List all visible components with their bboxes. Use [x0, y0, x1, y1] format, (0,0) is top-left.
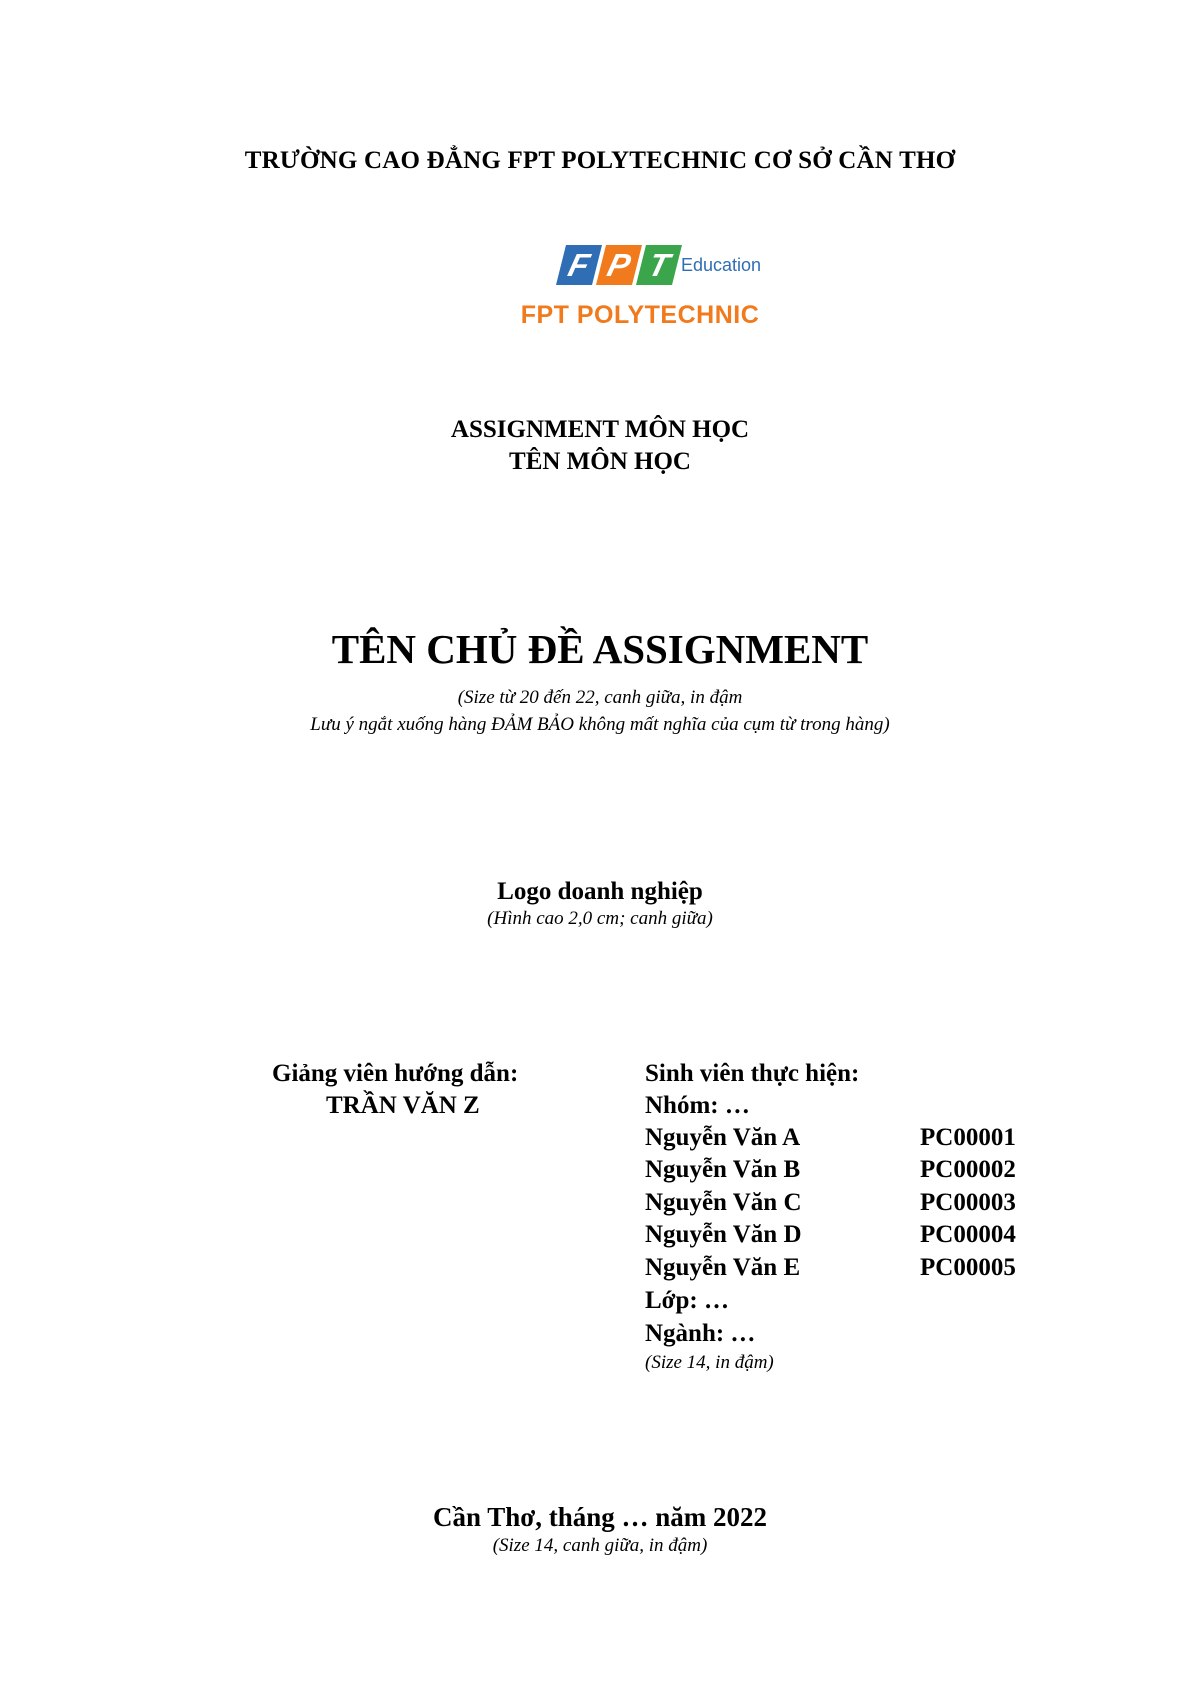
topic-note-line-2: Lưu ý ngắt xuống hàng ĐẢM BẢO không mất nghĩa của cụm từ trong hàng) [310, 714, 890, 735]
company-logo-label: Logo doanh nghiệp [497, 878, 703, 905]
students-label: Sinh viên thực hiện: [645, 1060, 860, 1087]
student-name: Nguyễn Văn D [645, 1221, 802, 1248]
fpt-tile-t: T [636, 245, 682, 285]
subject-heading: ASSIGNMENT MÔN HỌC [450, 416, 750, 443]
class-label: Lớp: … [645, 1287, 729, 1314]
student-row [645, 1124, 1065, 1156]
students-size-note: (Size 14, in đậm) [645, 1352, 774, 1373]
student-name: Nguyễn Văn E [645, 1254, 801, 1281]
school-name: TRƯỜNG CAO ĐẲNG FPT POLYTECHNIC CƠ SỞ CẦN THƠ [244, 147, 956, 174]
fpt-tile-p: P [596, 245, 642, 285]
education-label: Education [681, 255, 762, 275]
topic-note-line-1: (Size từ 20 đến 22, canh giữa, in đậm [457, 687, 743, 708]
major-label: Ngành: … [645, 1320, 756, 1347]
student-id: PC00004 [920, 1221, 1016, 1248]
student-row [645, 1254, 1065, 1286]
student-id: PC00003 [920, 1189, 1016, 1216]
polytechnic-label: FPT POLYTECHNIC [520, 301, 760, 329]
lecturer-label: Giảng viên hướng dẫn: [272, 1060, 519, 1087]
subject-name: TÊN MÔN HỌC [509, 448, 691, 475]
student-row [645, 1221, 1065, 1253]
lecturer-name: TRẦN VĂN Z [326, 1092, 480, 1119]
student-name: Nguyễn Văn A [645, 1124, 801, 1151]
student-row [645, 1189, 1065, 1221]
student-id: PC00002 [920, 1156, 1016, 1183]
student-id: PC00005 [920, 1254, 1016, 1281]
group-label: Nhóm: … [645, 1092, 750, 1119]
fpt-polytechnic-logo [515, 237, 765, 337]
student-name: Nguyễn Văn C [645, 1189, 802, 1216]
company-logo-note: (Hình cao 2,0 cm; canh giữa) [487, 908, 713, 929]
place-and-date: Cần Thơ, tháng … năm 2022 [432, 1502, 768, 1532]
student-row [645, 1156, 1065, 1188]
student-id: PC00001 [920, 1124, 1016, 1151]
topic-title: TÊN CHỦ ĐỀ ASSIGNMENT [331, 626, 869, 672]
fpt-tile-f: F [556, 245, 602, 285]
student-name: Nguyễn Văn B [645, 1156, 801, 1183]
place-date-note: (Size 14, canh giữa, in đậm) [492, 1535, 708, 1556]
